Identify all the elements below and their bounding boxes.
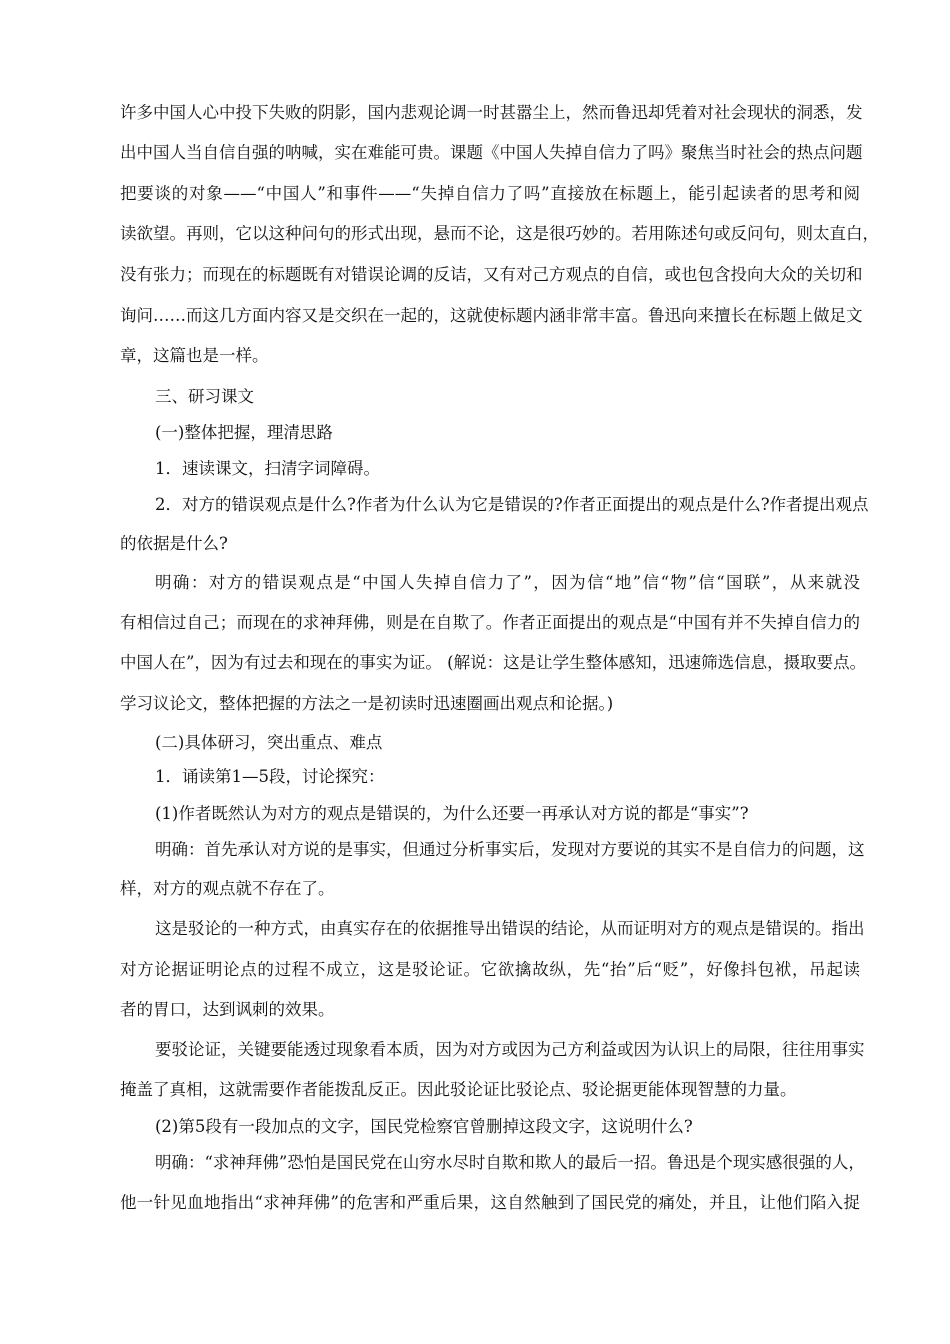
body-text-line: 询问……而这几方面内容又是交织在一起的，这就使标题内涵非常丰富。鲁迅向来擅长在标题上做足文 bbox=[120, 306, 863, 325]
body-text-line: 读欲望。再则，它以这种问句的形式出现，悬而不论，这是很巧妙的。若用陈述句或反问句，则太直白， bbox=[120, 224, 879, 243]
body-text-line: 这是驳论的一种方式，由真实存在的依据推导出错误的结论，从而证明对方的观点是错误的。指出 bbox=[155, 919, 865, 938]
question-line: (1)作者既然认为对方的观点是错误的，为什么还要一再承认对方说的都是“事实”? bbox=[155, 804, 749, 823]
body-text-line: 掩盖了真相，这就需要作者能拨乱反正。因此驳论证比驳论点、驳论据更能体现智慧的力量。 bbox=[120, 1080, 797, 1099]
body-text-line: 的依据是什么? bbox=[120, 534, 228, 553]
body-text-line: 章，这篇也是一样。 bbox=[120, 346, 269, 365]
body-text-line: 明确：“求神拜佛”恐怕是国民党在山穷水尽时自欺和欺人的最后一招。鲁迅是个现实感很强的人， bbox=[155, 1153, 865, 1172]
body-text-line: 对方论据证明论点的过程不成立，这是驳论证。它欲擒故纵，先“抬”后“贬”，好像抖包袱，吊起读 bbox=[120, 960, 860, 979]
body-text-line: 许多中国人心中投下失败的阴影，国内悲观论调一时甚嚣尘上，然而鲁迅却凭着对社会现状的洞悉，发 bbox=[120, 103, 863, 122]
body-text-line: 把要谈的对象——“中国人”和事件——“失掉自信力了吗”直接放在标题上，能引起读者的思考和阅 bbox=[120, 184, 860, 203]
list-item: 2．对方的错误观点是什么?作者为什么认为它是错误的?作者正面提出的观点是什么?作者提出观点 bbox=[155, 495, 869, 514]
subsection-heading: (一)整体把握，理清思路 bbox=[155, 423, 333, 442]
body-text-line: 要驳论证，关键要能透过现象看本质，因为对方或因为己方利益或因为认识上的局限，往往用事实 bbox=[155, 1040, 865, 1059]
body-text-line: 明确：首先承认对方说的是事实，但通过分析事实后，发现对方要说的其实不是自信力的问题，这 bbox=[155, 840, 865, 859]
list-item: 1．速读课文，扫清字词障碍。 bbox=[155, 459, 380, 478]
body-text-line: 明确：对方的错误观点是“中国人失掉自信力了”，因为信“地”信“物”信“国联”，从来就没 bbox=[155, 573, 860, 592]
body-text-line: 没有张力；而现在的标题既有对错误论调的反诘，又有对己方观点的自信，或也包含投向大众的关切和 bbox=[120, 265, 863, 284]
body-text-line: 有相信过自己；而现在的求神拜佛，则是在自欺了。作者正面提出的观点是“中国有并不失掉自信力的 bbox=[120, 613, 860, 632]
body-text-line: 样，对方的观点就不存在了。 bbox=[120, 879, 335, 898]
body-text-line: 他一针见血地指出“求神拜佛”的危害和严重后果，这自然触到了国民党的痛处，并且，让他们陷入捉 bbox=[120, 1193, 860, 1212]
body-text-line: 中国人在”，因为有过去和现在的事实为证。 (解说：这是让学生整体感知，迅速筛选信息，摄取要点。 bbox=[120, 653, 867, 672]
subsection-heading: (二)具体研习，突出重点、难点 bbox=[155, 733, 383, 752]
section-heading: 三、研习课文 bbox=[155, 387, 254, 406]
question-line: (2)第5段有一段加点的文字，国民党检察官曾删掉这段文字，这说明什么? bbox=[155, 1117, 693, 1136]
body-text-line: 出中国人当自信自强的呐喊，实在难能可贵。课题《中国人失掉自信力了吗》聚焦当时社会的热点问题 bbox=[120, 143, 863, 162]
body-text-line: 学习议论文，整体把握的方法之一是初读时迅速圈画出观点和论据。) bbox=[120, 694, 614, 713]
body-text-line: 者的胃口，达到讽刺的效果。 bbox=[120, 1000, 335, 1019]
list-item: 1．诵读第1—5段，讨论探究： bbox=[155, 767, 385, 786]
